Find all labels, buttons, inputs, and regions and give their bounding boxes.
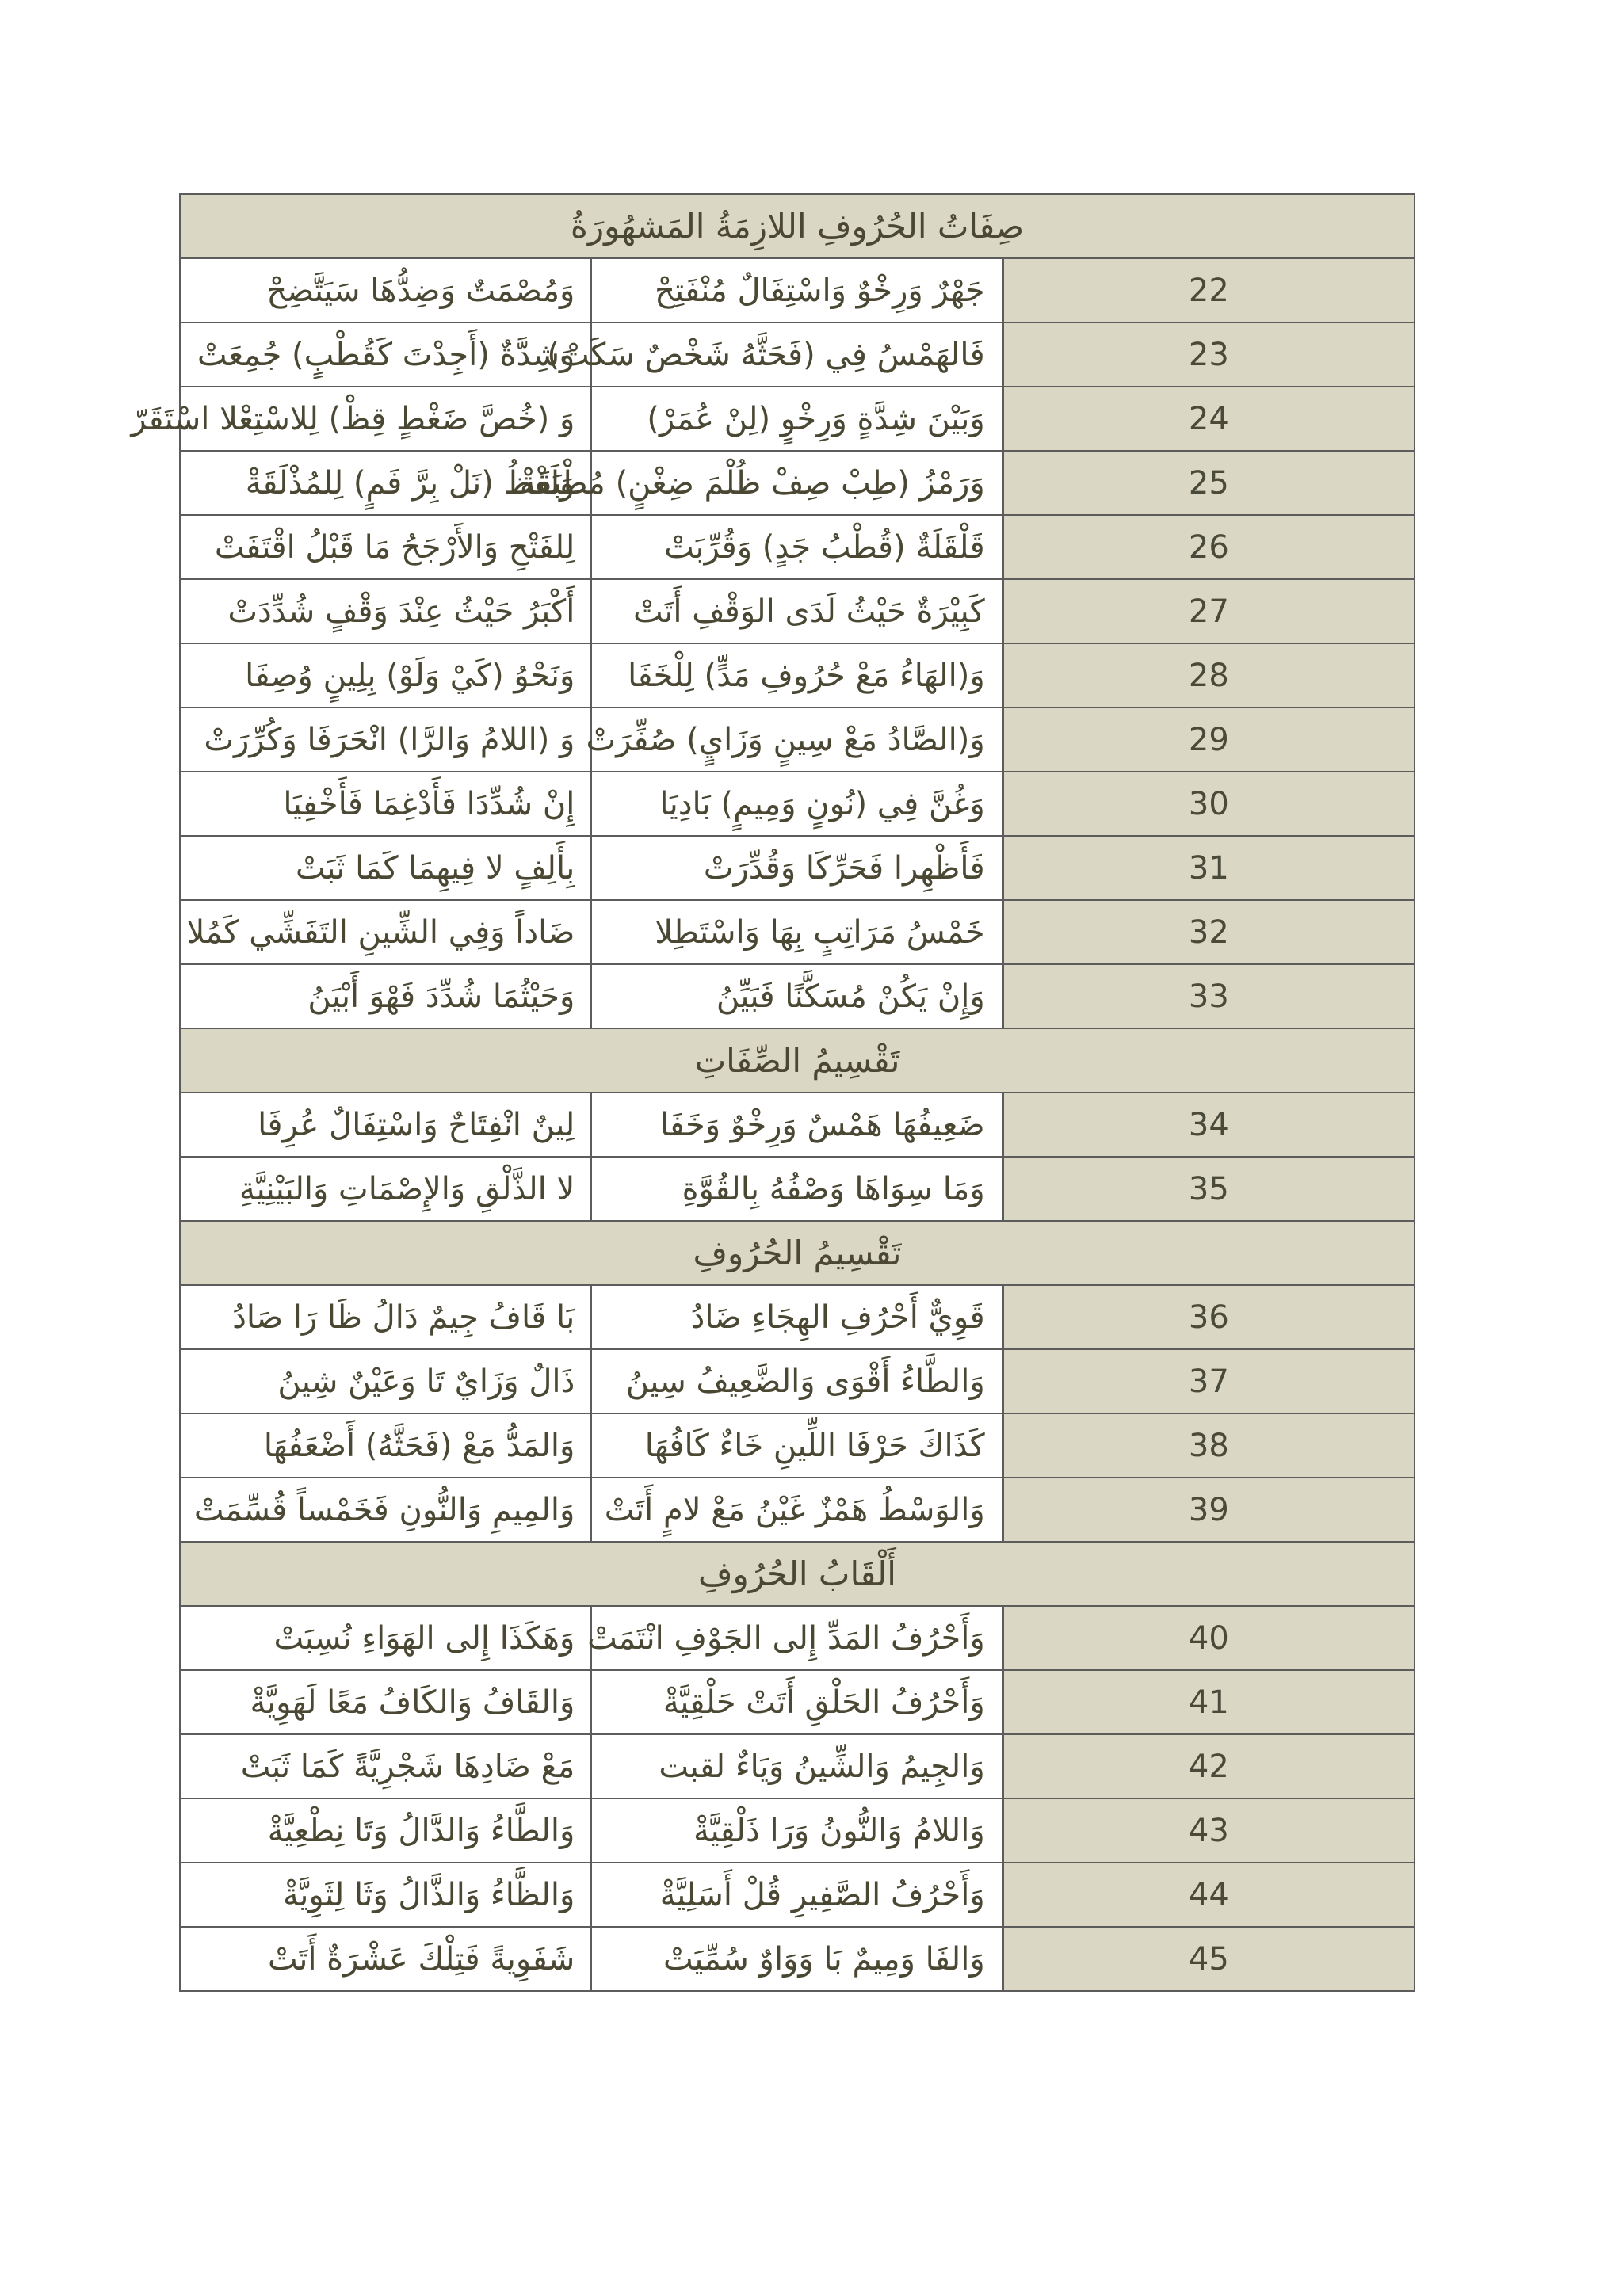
second-hemistich: وَالطَّاءُ وَالدَّالُ وَتَا نِطْعِيَّةْ xyxy=(180,1798,591,1863)
verse-row xyxy=(180,322,1415,387)
first-hemistich: قَلْقَلَةٌ (قُطْبُ جَدٍ) وَقُرِّبَتْ xyxy=(591,515,1002,579)
verse-number: 34 xyxy=(1003,1093,1415,1157)
second-hemistich: وَشِدَّةٌ (أَجِدْتَ كَقُطْبٍ) جُمِعَتْ xyxy=(180,322,591,387)
second-hemistich: إِنْ شُدِّدَا فَأَدْغِمَا فَأَخْفِيَا xyxy=(180,772,591,836)
second-hemistich: وَالظَّاءُ وَالذَّالُ وَثَا لِثَوِيَّةْ xyxy=(180,1863,591,1927)
first-hemistich: وَ(الهَاءُ مَعْ حُرُوفِ مَدٍّ) لِلْخَفَا xyxy=(591,643,1002,707)
section-header-row xyxy=(180,1542,1415,1606)
second-hemistich: أَكْبَرُ حَيْثُ عِنْدَ وَقْفٍ شُدِّدَتْ xyxy=(180,579,591,643)
verse-number: 32 xyxy=(1003,900,1415,964)
verse-number: 36 xyxy=(1003,1285,1415,1349)
verse-row xyxy=(180,1863,1415,1927)
verse-number: 35 xyxy=(1003,1157,1415,1221)
second-hemistich: وَهَكَذَا إِلى الهَوَاءِ نُسِبَتْ xyxy=(180,1606,591,1670)
verse-row xyxy=(180,258,1415,322)
verse-number: 27 xyxy=(1003,579,1415,643)
verse-number: 38 xyxy=(1003,1413,1415,1478)
second-hemistich: وَالقَافُ وَالكَافُ مَعًا لَهَوِيَّةْ xyxy=(180,1670,591,1734)
verse-row xyxy=(180,1478,1415,1542)
second-hemistich: ضَاداً وَفِي الشِّينِ التَفَشِّي كَمُلا xyxy=(180,900,591,964)
verse-row xyxy=(180,1798,1415,1863)
verse-row xyxy=(180,451,1415,515)
verse-number: 45 xyxy=(1003,1927,1415,1991)
second-hemistich: وَنَحْوُ (كَيْ وَلَوْ) بِلِينٍ وُصِفَا xyxy=(180,643,591,707)
first-hemistich: وَأَحْرُفُ المَدِّ إِلى الجَوْفِ انْتَمَتْ xyxy=(591,1606,1002,1670)
verse-row xyxy=(180,1927,1415,1991)
section-title: صِفَاتُ الحُرُوفِ اللازِمَةُ المَشهُورَةُ xyxy=(180,194,1415,258)
verse-row xyxy=(180,836,1415,900)
verse-number: 28 xyxy=(1003,643,1415,707)
first-hemistich: وَأَحْرُفُ الصَّفِيرِ قُلْ أَسَلِيَّةْ xyxy=(591,1863,1002,1927)
first-hemistich: جَهْرٌ وَرِخْوٌ وَاسْتِفَالٌ مُنْفَتِحْ xyxy=(591,258,1002,322)
first-hemistich: وَمَا سِوَاهَا وَصْفُهُ بِالقُوَّةِ xyxy=(591,1157,1002,1221)
first-hemistich: وَغُنَّ فِي (نُونٍ وَمِيمٍ) بَادِيَا xyxy=(591,772,1002,836)
section-title: أَلْقَابُ الحُرُوفِ xyxy=(180,1542,1415,1606)
first-hemistich: وَالوَسْطُ هَمْزٌ غَيْنُ مَعْ لامٍ أَتَتْ xyxy=(591,1478,1002,1542)
verse-number: 26 xyxy=(1003,515,1415,579)
verse-row xyxy=(180,1285,1415,1349)
second-hemistich: وَحَيْثُمَا شُدِّدَ فَهْوَ أَبْيَنُ xyxy=(180,964,591,1028)
second-hemistich: وَلَفْظُ (نَلْ بِرَّ فَمٍ) لِلمُذْلَقَةْ xyxy=(180,451,591,515)
second-hemistich: بِأَلِفٍ لا فِيهِمَا كَمَا ثَبَتْ xyxy=(180,836,591,900)
first-hemistich: وَالجِيمُ وَالشِّينُ وَيَاءٌ لقبت xyxy=(591,1734,1002,1798)
verse-number: 29 xyxy=(1003,707,1415,772)
verse-row xyxy=(180,900,1415,964)
section-title: تَقْسِيمُ الصِّفَاتِ xyxy=(180,1028,1415,1093)
second-hemistich: مَعْ ضَادِهَا شَجْرِيَّةً كَمَا ثَبَتْ xyxy=(180,1734,591,1798)
first-hemistich: وَالطَّاءُ أَقْوَى وَالضَّعِيفُ سِينُ xyxy=(591,1349,1002,1413)
verse-number: 39 xyxy=(1003,1478,1415,1542)
verse-number: 24 xyxy=(1003,387,1415,451)
verse-number: 22 xyxy=(1003,258,1415,322)
first-hemistich: كَبِيْرَةٌ حَيْثُ لَدَى الوَقْفِ أَتَتْ xyxy=(591,579,1002,643)
second-hemistich: وَ (خُصَّ ضَغْطٍ قِظْ) لِلاسْتِعْلا اسْتَقَرّ xyxy=(180,387,591,451)
second-hemistich: وَ (اللامُ وَالرَّا) انْحَرَفَا وَكُرِّرَتْ xyxy=(180,707,591,772)
first-hemistich: فَالهَمْسُ فِي (فَحَثَّهُ شَخْصٌ سَكَتْ) xyxy=(591,322,1002,387)
first-hemistich: وَإِنْ يَكُنْ مُسَكَّنًا فَبَيِّنُ xyxy=(591,964,1002,1028)
second-hemistich: لا الذَّلْقِ وَالإِصْمَاتِ وَالبَيْنِيَّةِ xyxy=(180,1157,591,1221)
verse-row xyxy=(180,707,1415,772)
second-hemistich: وَمُصْمَتٌ وَضِدُّهَا سَيَتَّضِحْ xyxy=(180,258,591,322)
verse-number: 41 xyxy=(1003,1670,1415,1734)
first-hemistich: قَوِيٌّ أَحْرُفِ الهِجَاءِ ضَادُ xyxy=(591,1285,1002,1349)
verse-number: 43 xyxy=(1003,1798,1415,1863)
verse-number: 33 xyxy=(1003,964,1415,1028)
verse-row xyxy=(180,579,1415,643)
section-header-row xyxy=(180,1221,1415,1285)
verse-row xyxy=(180,1349,1415,1413)
verse-number: 23 xyxy=(1003,322,1415,387)
first-hemistich: وَأَحْرُفُ الحَلْقِ أَتَتْ حَلْقِيَّةْ xyxy=(591,1670,1002,1734)
verse-row xyxy=(180,1734,1415,1798)
section-header-row xyxy=(180,194,1415,258)
verse-row xyxy=(180,1413,1415,1478)
first-hemistich: وَاللامُ وَالنُّونُ وَرَا ذَلْقِيَّةْ xyxy=(591,1798,1002,1863)
verse-number: 42 xyxy=(1003,1734,1415,1798)
verse-row xyxy=(180,1157,1415,1221)
poem-table xyxy=(131,193,1415,1992)
first-hemistich: وَ(الصَّادُ مَعْ سِينٍ وَزَايٍ) صُفِّرَتْ xyxy=(591,707,1002,772)
first-hemistich: خَمْسُ مَرَاتِبٍ بِهَا وَاسْتَطِلا xyxy=(591,900,1002,964)
verse-number: 37 xyxy=(1003,1349,1415,1413)
first-hemistich: وَرَمْزُ (طِبْ صِفْ ظُلْمَ ضِغْنٍ) مُطْبَقَةْ xyxy=(591,451,1002,515)
verse-row xyxy=(180,1093,1415,1157)
verse-number: 31 xyxy=(1003,836,1415,900)
verse-number: 30 xyxy=(1003,772,1415,836)
second-hemistich: وَالمِيمِ وَالنُّونِ فَخَمْساً قُسِّمَتْ xyxy=(180,1478,591,1542)
verse-number: 40 xyxy=(1003,1606,1415,1670)
second-hemistich: وَالمَدُّ مَعْ (فَحَثَّهُ) أَضْعَفُهَا xyxy=(180,1413,591,1478)
second-hemistich: ذَالٌ وَزَايٌ تَا وَعَيْنٌ شِينُ xyxy=(180,1349,591,1413)
first-hemistich: كَذَاكَ حَرْفَا اللِّينِ خَاءٌ كَافُهَا xyxy=(591,1413,1002,1478)
second-hemistich: لِلفَتْحِ وَالأَرْجَحُ مَا قَبْلُ اقْتَفَتْ xyxy=(180,515,591,579)
verse-number: 25 xyxy=(1003,451,1415,515)
verse-number: 44 xyxy=(1003,1863,1415,1927)
first-hemistich: وَبَيْنَ شِدَّةٍ وَرِخْوٍ (لِنْ عُمَرْ) xyxy=(591,387,1002,451)
first-hemistich: ضَعِيفُهَا هَمْسٌ وَرِخْوٌ وَخَفَا xyxy=(591,1093,1002,1157)
verse-row xyxy=(180,964,1415,1028)
verse-row xyxy=(180,515,1415,579)
first-hemistich: وَالفَا وَمِيمٌ بَا وَوَاوٌ سُمِّيَتْ xyxy=(591,1927,1002,1991)
second-hemistich: لِينٌ انْفِتَاحٌ وَاسْتِفَالٌ عُرِفَا xyxy=(180,1093,591,1157)
second-hemistich: بَا قَافُ جِيمٌ دَالُ ظَا رَا صَادُ xyxy=(180,1285,591,1349)
first-hemistich: فَأَظْهِرا فَحَرِّكَا وَقُدِّرَتْ xyxy=(591,836,1002,900)
verse-row xyxy=(180,1670,1415,1734)
second-hemistich: شَفَوِيةً فَتِلْكَ عَشْرَةٌ أَتَتْ xyxy=(180,1927,591,1991)
verse-row xyxy=(180,1606,1415,1670)
verse-row xyxy=(180,772,1415,836)
section-title: تَقْسِيمُ الحُرُوفِ xyxy=(180,1221,1415,1285)
section-header-row xyxy=(180,1028,1415,1093)
verse-row xyxy=(180,387,1415,451)
verse-row xyxy=(180,643,1415,707)
